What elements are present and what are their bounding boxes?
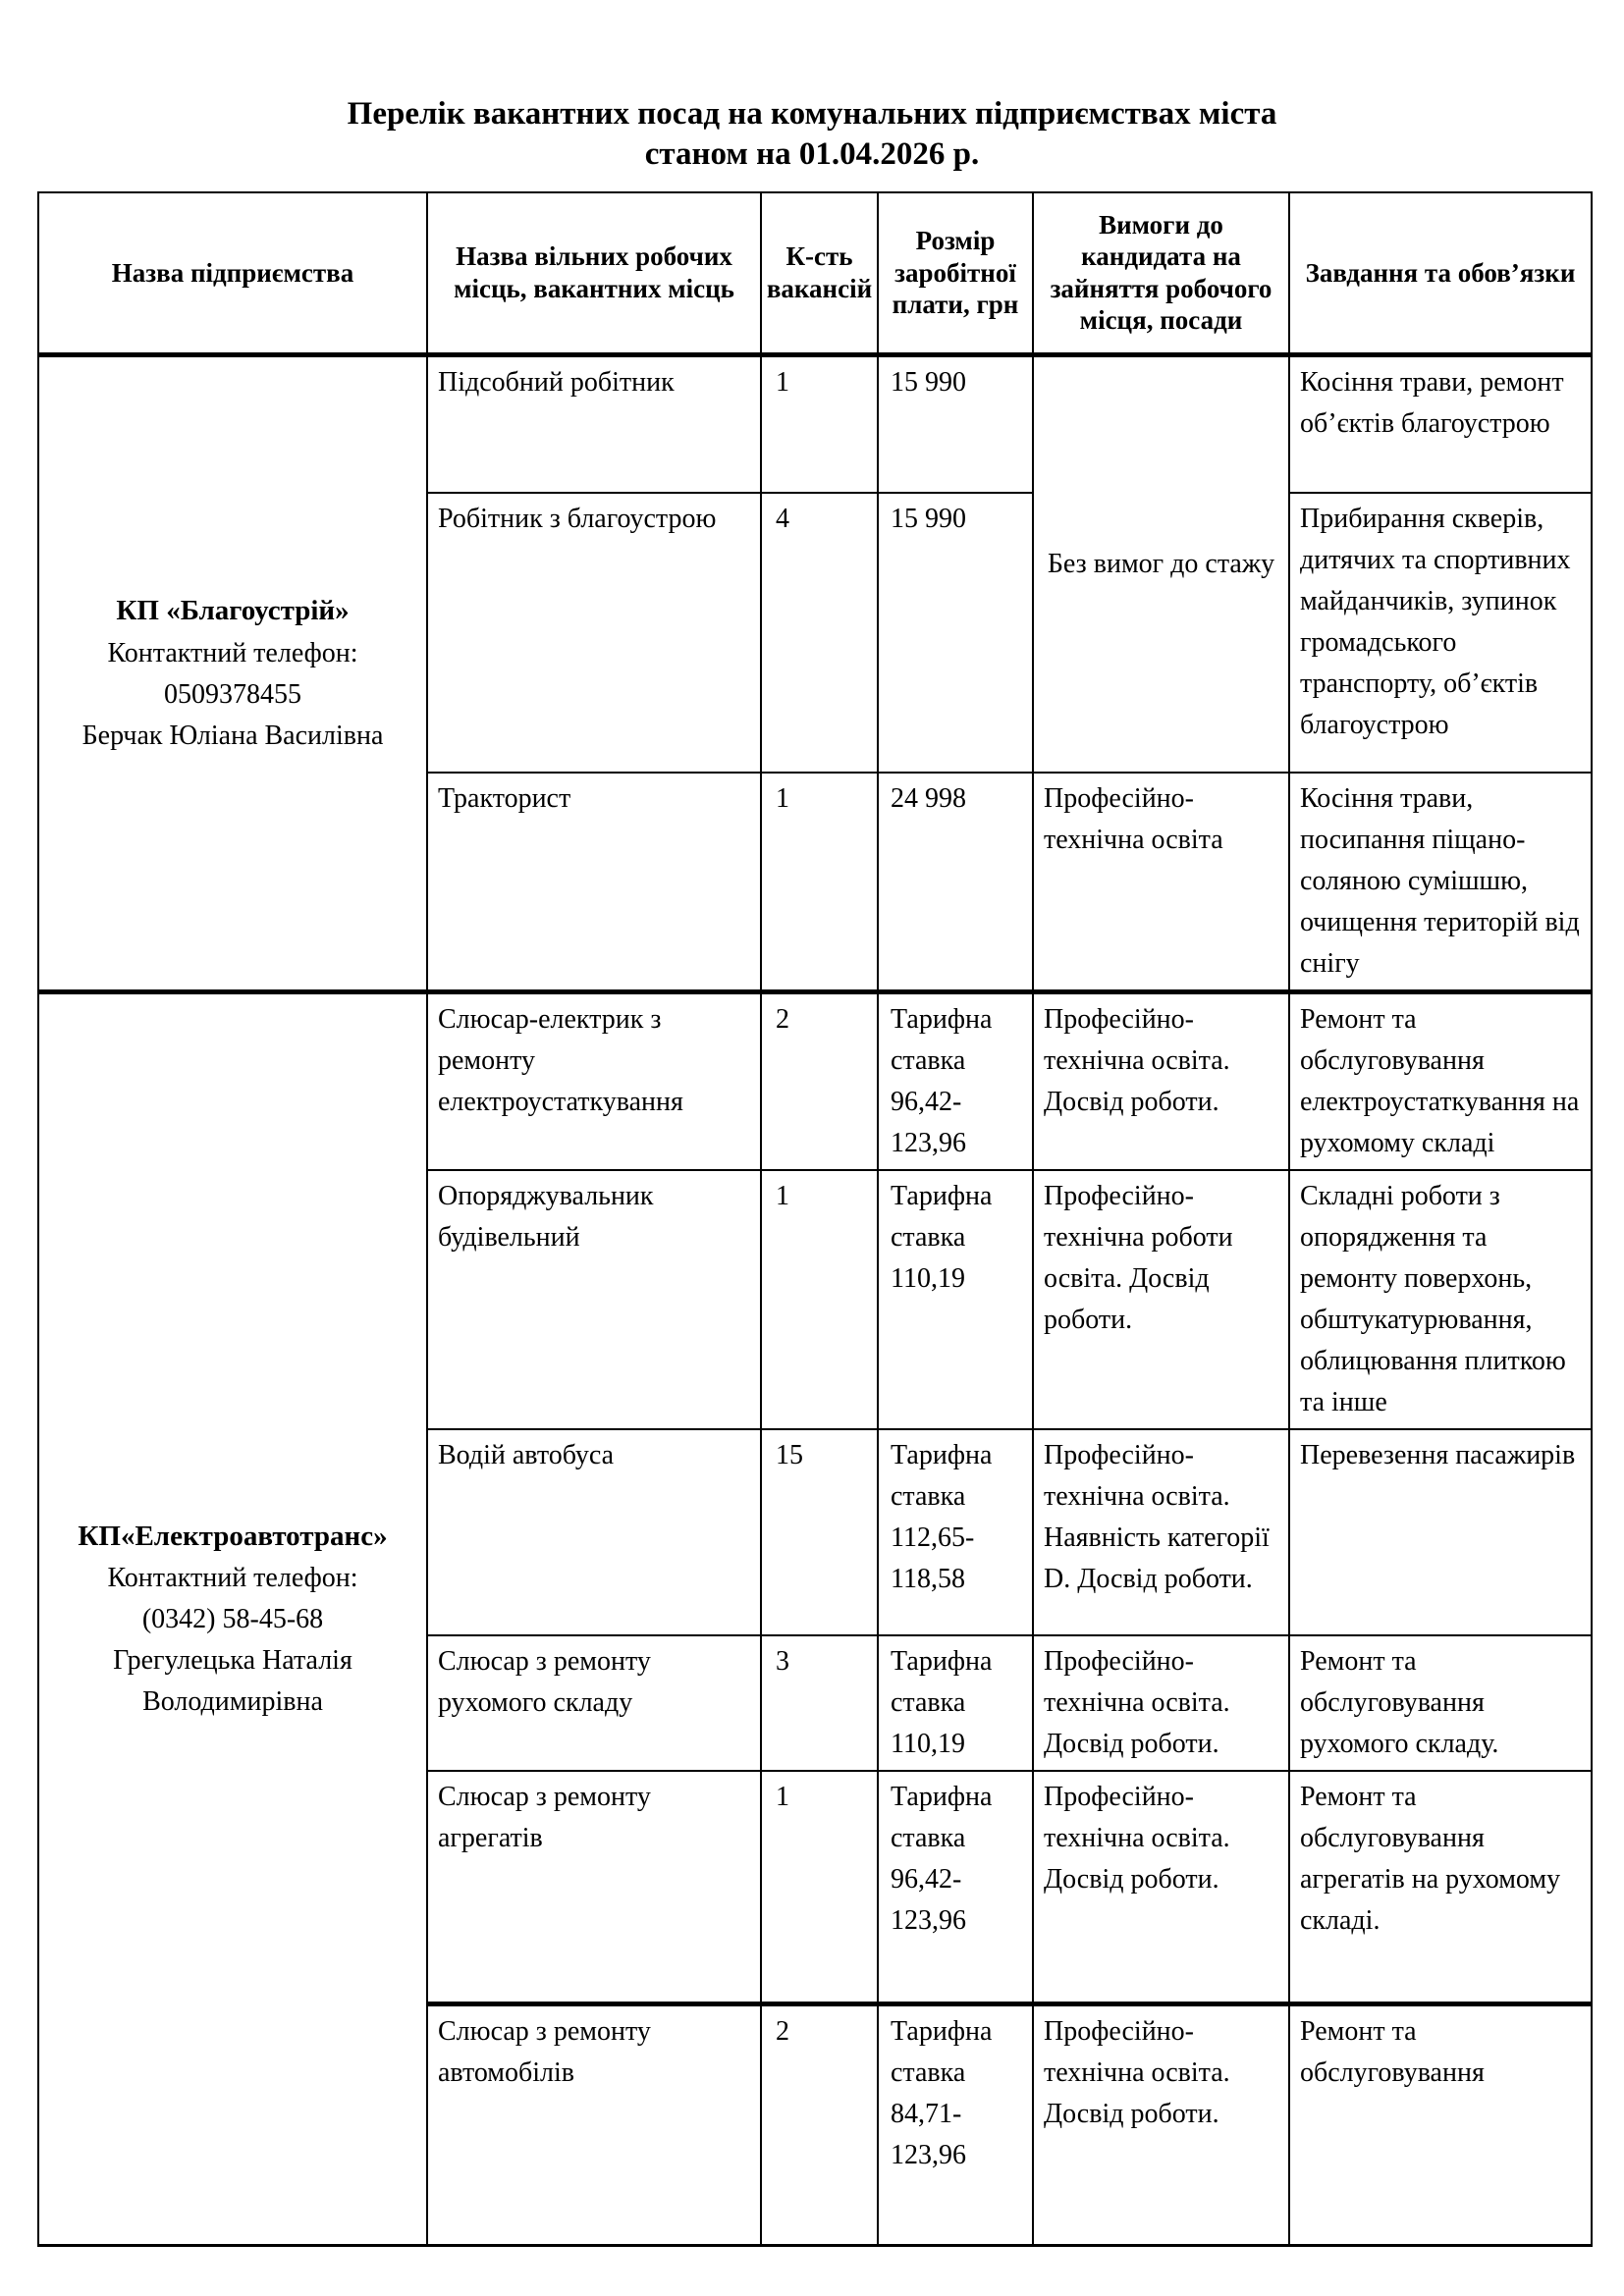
header-salary: Розмір заробітної плати, грн [878,192,1033,355]
vacancy-count-cell: 3 [761,1635,878,1771]
table-row [38,991,1592,1170]
requirements-merged-cell: Без вимог до стажу [1033,355,1289,773]
position-cell: Опоряджувальник будівельний [427,1170,761,1429]
position-cell: Робітник з благоустрою [427,493,761,773]
vacancy-count-cell: 4 [761,493,878,773]
tasks-cell: Прибирання скверів, дитячих та спортивних майданчиків, зупинок громадського транспорту, об’єктів благоустрою [1289,493,1592,773]
vacancy-count-cell: 2 [761,991,878,1170]
tasks-cell: Складні роботи з опорядження та ремонту поверхонь, обштукатурювання, облицювання плиткою та інше [1289,1170,1592,1429]
header-requirements: Вимоги до кандидата на зайняття робочого місця, посади [1033,192,1289,355]
position-cell: Підсобний робітник [427,355,761,493]
company-cell [38,355,427,992]
contact-line: Грегулецька Наталія Володимирівна [113,1645,352,1717]
requirements-cell: Професійно-технічна освіта. Досвід роботи. [1033,1635,1289,1771]
requirements-cell: Професійно-технічна роботи освіта. Досвід роботи. [1033,1170,1289,1429]
header-vacancy-count: К-сть вакансій [761,192,878,355]
tasks-cell: Перевезення пасажирів [1289,1429,1592,1635]
company-name: КП «Благоустрій» [116,595,350,626]
position-cell: Слюсар з ремонту автомобілів [427,2004,761,2246]
contact-line: Контактний телефон: [107,1563,358,1593]
vacancy-count-cell: 1 [761,1771,878,2004]
page-title [0,94,1624,176]
salary-cell: Тарифна ставка 112,65-118,58 [878,1429,1033,1635]
table-header-row [38,192,1592,355]
contact-line: (0342) 58-45-68 [141,1604,324,1634]
vacancy-count-cell: 1 [761,355,878,493]
company-cell [38,991,427,2246]
contact-line: Контактний телефон: [107,637,358,668]
position-cell: Слюсар-електрик з ремонту електроустаткування [427,991,761,1170]
salary-cell: Тарифна ставка 110,19 [878,1635,1033,1771]
salary-cell: Тарифна ставка 96,42-123,96 [878,991,1033,1170]
tasks-cell: Ремонт та обслуговування [1289,2004,1592,2246]
header-position: Назва вільних робочих місць, вакантних місць [427,192,761,355]
page-title-line1: Перелік вакантних посад на комунальних підприємствах міста [347,96,1277,132]
page-title-line2: станом на 01.04.2026 р. [644,136,980,173]
salary-cell: 15 990 [878,355,1033,493]
salary-cell: 15 990 [878,493,1033,773]
tasks-cell: Косіння трави, ремонт об’єктів благоустрою [1289,355,1592,493]
header-tasks: Завдання та обов’язки [1289,192,1592,355]
requirements-cell: Професійно-технічна освіта. Наявність категорії D. Досвід роботи. [1033,1429,1289,1635]
salary-cell: Тарифна ставка 84,71-123,96 [878,2004,1033,2246]
tasks-cell: Ремонт та обслуговування електроустаткування на рухомому складі [1289,991,1592,1170]
vacancy-count-cell: 2 [761,2004,878,2246]
requirements-cell: Професійно-технічна освіта. Досвід роботи. [1033,1771,1289,2004]
vacancy-count-cell: 1 [761,1170,878,1429]
requirements-cell: Професійно-технічна освіта [1033,773,1289,992]
header-company: Назва підприємства [38,192,427,355]
position-cell: Слюсар з ремонту рухомого складу [427,1635,761,1771]
company-contact [80,1558,386,1723]
salary-cell: 24 998 [878,773,1033,992]
vacancy-count-cell: 1 [761,773,878,992]
position-cell: Водій автобуса [427,1429,761,1635]
vacancy-count-cell: 15 [761,1429,878,1635]
tasks-cell: Ремонт та обслуговування рухомого складу. [1289,1635,1592,1771]
requirements-cell: Професійно-технічна освіта. Досвід роботи. [1033,2004,1289,2246]
tasks-cell: Косіння трави, посипання піщано-соляною сумішшю, очищення територій від снігу [1289,773,1592,992]
salary-cell: Тарифна ставка 96,42-123,96 [878,1771,1033,2004]
tasks-cell: Ремонт та обслуговування агрегатів на рухомому складі. [1289,1771,1592,2004]
salary-cell: Тарифна ставка 110,19 [878,1170,1033,1429]
company-contact [80,633,386,757]
requirements-cell: Професійно-технічна освіта. Досвід роботи. [1033,991,1289,1170]
position-cell: Тракторист [427,773,761,992]
contact-line: 0509378455 [164,678,301,710]
position-cell: Слюсар з ремонту агрегатів [427,1771,761,2004]
contact-line: Берчак Юліана Василівна [81,720,384,751]
company-name: КП«Електроавтотранс» [78,1520,388,1552]
table-row [38,355,1592,493]
vacancies-table [37,191,1593,2248]
